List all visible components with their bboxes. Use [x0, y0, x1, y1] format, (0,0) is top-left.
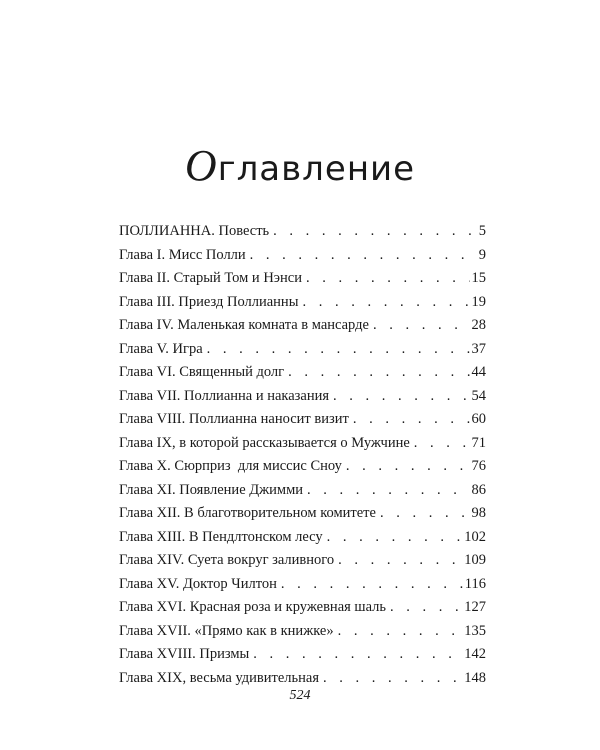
toc-entry-page: 60 [471, 411, 486, 427]
toc-entry[interactable] [119, 620, 486, 644]
toc-entry-page: 135 [464, 622, 486, 639]
toc-entry-title: Глава VIII. Поллианна наносит визит [119, 411, 349, 427]
toc-entry-title: Глава XI. Появление Джимми [119, 481, 304, 498]
toc-entry[interactable] [119, 338, 486, 362]
toc-entry[interactable] [119, 267, 486, 291]
toc-dot-leader [303, 479, 469, 503]
toc-entry-page: 28 [471, 317, 486, 333]
toc-dot-leader [342, 455, 470, 479]
toc-entry-title: Глава II. Старый Том и Нэнси [119, 270, 302, 286]
toc-entry-page: 116 [464, 575, 486, 592]
toc-entry-page: 44 [471, 364, 486, 380]
toc-entry-page: 15 [471, 270, 486, 286]
page-title [0, 140, 600, 191]
toc-dot-leader [277, 573, 463, 597]
toc-entry-title: ПОЛЛИАННА. Повесть [119, 223, 270, 239]
toc-entry-page: 54 [471, 387, 486, 404]
toc-entry-title: Глава XVIII. Призмы [119, 646, 250, 662]
toc-entry-page: 86 [471, 481, 486, 498]
toc-entry-title: Глава IV. Маленькая комната в мансарде [119, 317, 369, 333]
toc-dot-leader [369, 314, 470, 338]
toc-entry-page: 76 [471, 458, 486, 474]
toc-entry-title: Глава XIX, весьма удивительная [119, 669, 320, 686]
toc-entry-page: 127 [464, 599, 486, 615]
toc-dot-leader [269, 220, 477, 244]
toc-dot-leader [323, 526, 463, 550]
toc-entry-page: 9 [478, 246, 486, 263]
toc-dot-leader [298, 291, 469, 315]
toc-dot-leader [246, 244, 477, 268]
toc-entry-title: Глава XVI. Красная роза и кружевная шаль [119, 599, 386, 615]
toc-entry-title: Глава XII. В благотворительном комитете [119, 505, 376, 521]
toc-entry-title: Глава XVII. «Прямо как в книжке» [119, 622, 334, 639]
toc-entry[interactable] [119, 455, 486, 479]
page-title-initial: О [184, 141, 218, 190]
toc-entry[interactable] [119, 643, 486, 667]
toc-entry[interactable] [119, 361, 486, 385]
toc-entry-page: 142 [464, 646, 486, 662]
toc-entry[interactable] [119, 385, 486, 409]
toc-dot-leader [386, 596, 462, 620]
toc-entry[interactable] [119, 244, 486, 268]
toc-dot-leader [319, 667, 462, 691]
toc-entry-page: 109 [464, 552, 486, 568]
toc-entry[interactable] [119, 526, 486, 550]
toc-entry-title: Глава I. Мисс Полли [119, 246, 246, 263]
toc-dot-leader [329, 385, 469, 409]
toc-entry[interactable] [119, 573, 486, 597]
toc-entry[interactable] [119, 220, 486, 244]
page-number: 524 [289, 688, 311, 703]
toc-entry-title: Глава V. Игра [119, 340, 203, 357]
toc-dot-leader [376, 502, 470, 526]
toc-entry-page: 71 [471, 434, 486, 451]
toc-dot-leader [410, 432, 470, 456]
toc-entry-title: Глава XV. Доктор Чилтон [119, 575, 277, 592]
toc-entry-title: Глава XIII. В Пендлтонском лесу [119, 528, 323, 545]
toc-dot-leader [334, 620, 463, 644]
toc-entry-title: Глава VI. Священный долг [119, 364, 285, 380]
toc-dot-leader [284, 361, 469, 385]
page-title-rest: главление [217, 149, 416, 189]
toc-entry-page: 148 [464, 669, 486, 686]
table-of-contents [119, 220, 486, 690]
toc-entry-page: 37 [471, 340, 486, 357]
toc-entry[interactable] [119, 408, 486, 432]
toc-dot-leader [302, 267, 470, 291]
toc-entry-title: Глава III. Приезд Поллианны [119, 293, 299, 310]
toc-entry[interactable] [119, 549, 486, 573]
toc-entry-page: 98 [471, 505, 486, 521]
toc-dot-leader [349, 408, 470, 432]
toc-entry-page: 5 [478, 223, 486, 239]
toc-entry[interactable] [119, 314, 486, 338]
toc-entry[interactable] [119, 291, 486, 315]
toc-entry[interactable] [119, 479, 486, 503]
toc-entry-title: Глава IX, в которой рассказывается о Мужчине [119, 434, 410, 451]
toc-dot-leader [203, 338, 470, 362]
toc-entry[interactable] [119, 596, 486, 620]
toc-entry[interactable] [119, 667, 486, 691]
toc-entry-page: 102 [464, 528, 486, 545]
toc-entry[interactable] [119, 502, 486, 526]
toc-dot-leader [249, 643, 462, 667]
toc-entry-title: Глава XIV. Суета вокруг заливного [119, 552, 335, 568]
toc-entry-title: Глава X. Сюрприз для миссис Сноу [119, 458, 342, 474]
toc-entry[interactable] [119, 432, 486, 456]
toc-entry-page: 19 [471, 293, 486, 310]
toc-dot-leader [334, 549, 462, 573]
toc-entry-title: Глава VII. Поллианна и наказания [119, 387, 330, 404]
